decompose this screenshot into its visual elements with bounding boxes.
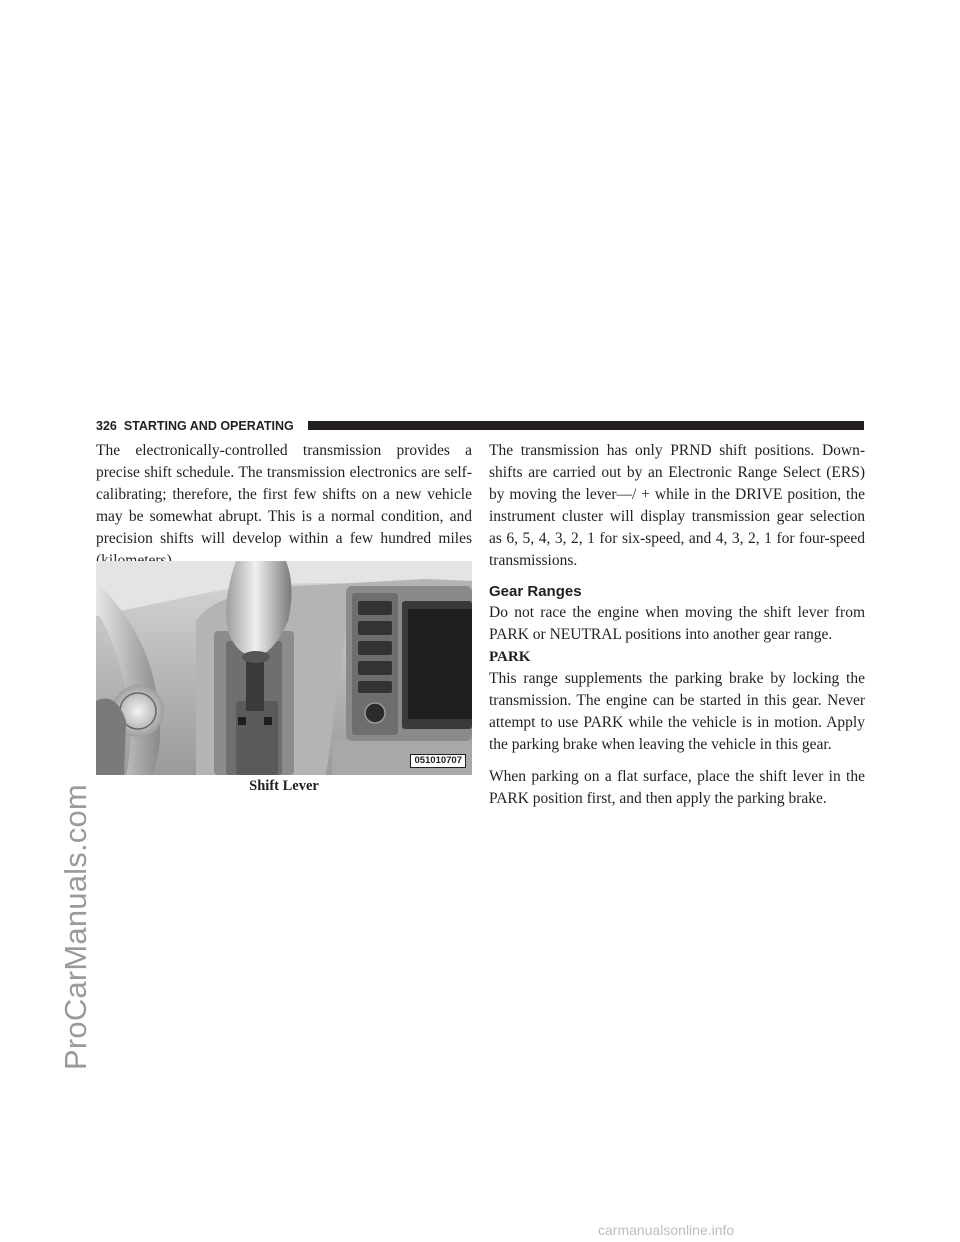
side-watermark: ProCarManuals.com bbox=[58, 784, 93, 1070]
page-header-text bbox=[96, 418, 294, 434]
header-rule bbox=[308, 421, 864, 430]
park-paragraph-1: This range supplements the parking brake by locking the transmission. The engine can be started in this gear. Never attempt to use PARK while the vehicle is in motion. Apply the parking brake when leaving the vehicle in this gear. bbox=[489, 670, 865, 753]
page-header bbox=[96, 418, 864, 434]
section-title: STARTING AND OPERATING bbox=[123, 419, 294, 433]
prnd-paragraph: The transmission has only PRND shift positions. Down-shifts are carried out by an Electronic Range Select (ERS) by moving the lever—/ + while in the DRIVE position, the instrument cluster will display transmission gear selection as 6, 5, 4, 3, 2, 1 for six-speed, and 4, 3, 2, 1 for four-speed transmissions. bbox=[489, 442, 865, 569]
left-column bbox=[96, 440, 472, 572]
park-heading: PARK bbox=[489, 649, 531, 665]
figure-code: 051010707 bbox=[410, 754, 466, 768]
gear-ranges-heading: Gear Ranges bbox=[489, 583, 582, 600]
shift-lever-illustration bbox=[96, 561, 472, 775]
page-number: 326 bbox=[96, 419, 117, 433]
park-paragraph-2: When parking on a flat surface, place the shift lever in the PARK position first, and then apply the parking brake. bbox=[489, 768, 865, 807]
gear-ranges-paragraph: Do not race the engine when moving the shift lever from PARK or NEUTRAL positions into another gear range. bbox=[489, 604, 865, 643]
bottom-watermark: carmanualsonline.info bbox=[598, 1222, 735, 1238]
right-column bbox=[489, 440, 865, 810]
figure-caption: Shift Lever bbox=[249, 778, 319, 794]
shift-lever-figure bbox=[96, 561, 472, 775]
intro-paragraph: The electronically-controlled transmission provides a precise shift schedule. The transmission electronics are self-calibrating; therefore, the first few shifts on a new vehicle may be somewhat abrupt. This is a normal condition, and precision shifts will develop within a few hundred miles bbox=[96, 442, 472, 547]
